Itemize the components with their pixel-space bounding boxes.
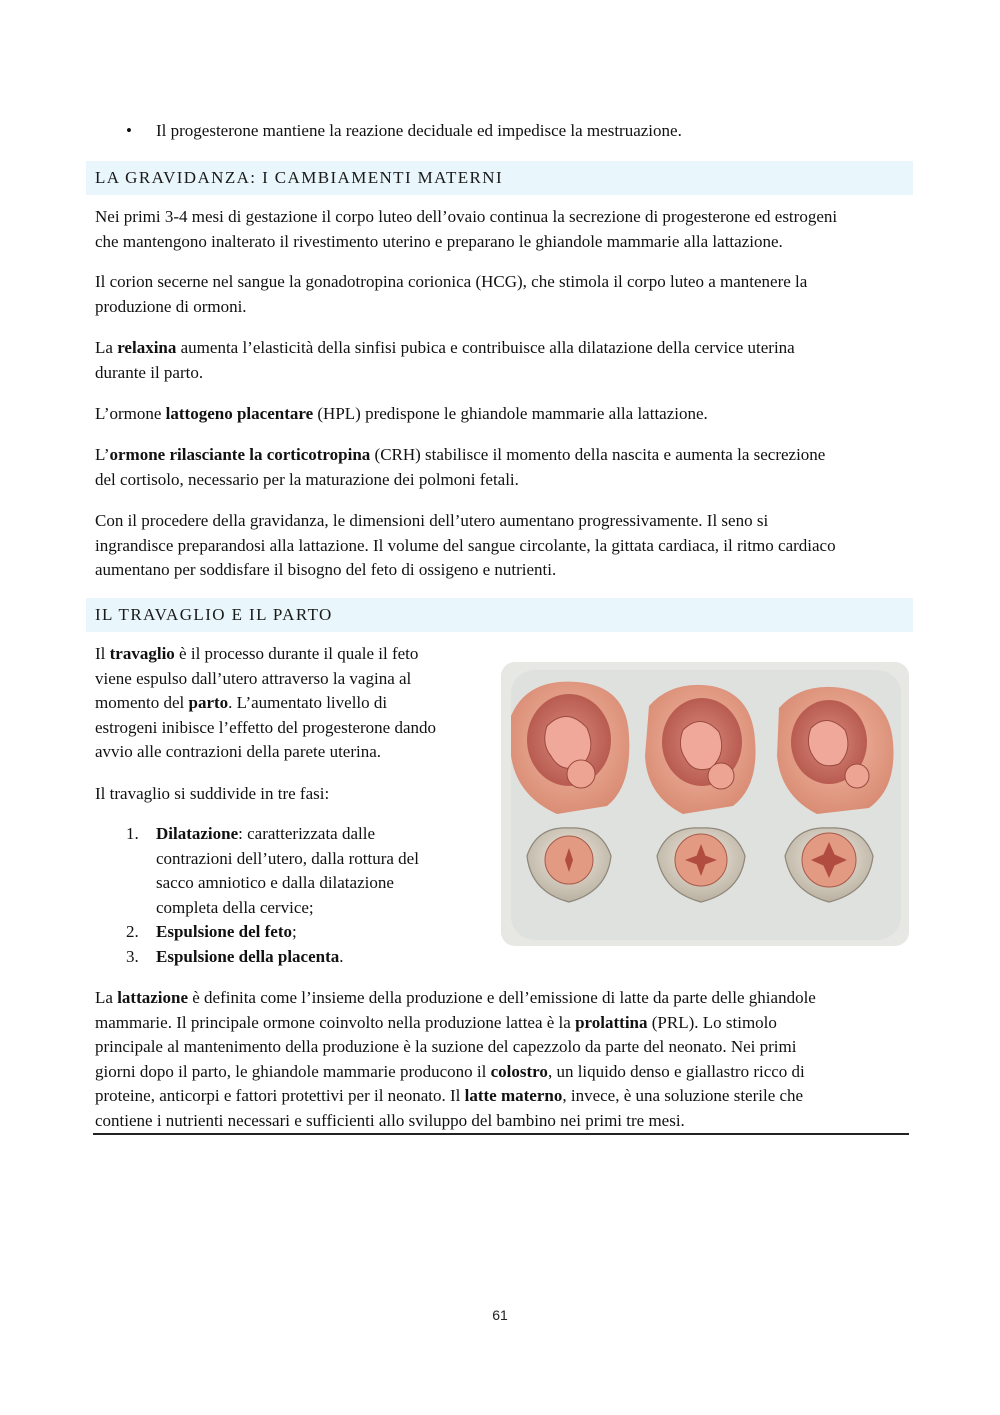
paragraph-lattazione: La lattazione è definita come l’insieme della produzione e dell’emissione di latte da parte delle ghiandole mammarie. Il principale ormone coinvolto nella produzione lattea è la prolattina (PRL). Lo stimolo principale al mantenimento della produzione è la suzione del capezzolo da parte del neonato. Nei primi giorni dopo il parto, le ghiandole mammarie producono il colostro, un liquido denso e giallastro ricco di proteine, anticorpi e fattori protettivi per il neonato. Il latte materno, invece, è una soluzione sterile che contiene i nutrienti necessari e sufficienti allo sviluppo del bambino nei primi tre mesi. xyxy=(95,988,816,1130)
page-number: 61 xyxy=(492,1307,508,1323)
term-lattogeno-placentare: lattogeno placentare xyxy=(165,404,314,423)
term-dilatazione: Dilatazione xyxy=(156,824,239,843)
section-heading-travaglio: IL TRAVAGLIO E IL PARTO xyxy=(86,598,913,632)
paragraph-corpo-luteo: Nei primi 3-4 mesi di gestazione il corpo luteo dell’ovaio continua la secrezione di progesterone ed estrogeni che mantengono inalterato il rivestimento uterino e preparano le ghiandole mammarie alla lattazione. xyxy=(95,207,838,251)
paragraph-relaxina: La relaxina aumenta l’elasticità della sinfisi pubica e contribuisce alla dilatazione della cervice uterina durante il parto. xyxy=(95,338,795,382)
term-latte-materno: latte materno xyxy=(464,1086,563,1105)
labor-stages-illustration xyxy=(497,656,912,950)
term-relaxina: relaxina xyxy=(117,338,177,357)
term-crh: ormone rilasciante la corticotropina xyxy=(109,445,371,464)
paragraph-fasi: Il travaglio si suddivide in tre fasi: xyxy=(95,784,330,803)
paragraph-corion: Il corion secerne nel sangue la gonadotropina corionica (HCG), che stimola il corpo luteo a mantenere la produzione di ormoni. xyxy=(95,272,808,316)
bullet-dot: • xyxy=(126,121,132,140)
term-colostro: colostro xyxy=(490,1061,548,1081)
section-heading-gravidanza: LA GRAVIDANZA: I CAMBIAMENTI MATERNI xyxy=(86,161,913,195)
term-espulsione-feto: Espulsione del feto xyxy=(156,922,293,941)
uterus-stage-3 xyxy=(777,687,894,814)
term-espulsione-placenta: Espulsione della placenta xyxy=(156,947,340,966)
bullet-text: Il progesterone mantiene la reazione deciduale ed impedisce la mestruazione. xyxy=(156,121,682,140)
uterus-stage-2 xyxy=(645,685,756,814)
term-travaglio: travaglio xyxy=(109,644,175,663)
paragraph-dimensioni-utero: Con il procedere della gravidanza, le dimensioni dell’utero aumentano progressivamente. Il seno si ingrandisce preparandosi alla lattazione. Il volume del sangue circolante, la gittata cardiaca, il ritmo cardiaco aumentano per soddisfare il bisogno del feto di ossigeno e nutrienti. xyxy=(95,511,836,579)
uterus-stage-1 xyxy=(511,682,629,814)
term-parto: parto xyxy=(188,693,229,712)
term-lattazione: lattazione xyxy=(117,988,189,1007)
paragraph-travaglio: Il travaglio è il processo durante il quale il feto viene espulso dall’utero attraverso la vagina al momento del parto. L’aumentato livello di estrogeni inibisce l’effetto del progesterone dando avvio alle contrazioni della parete uterina. xyxy=(95,644,436,761)
term-prolattina: prolattina xyxy=(575,1012,648,1032)
paragraph-hpl: L’ormone lattogeno placentare (HPL) predispone le ghiandole mammarie alla lattazione. xyxy=(95,404,708,423)
divider-rule xyxy=(93,1133,909,1135)
paragraph-crh: L’ormone rilasciante la corticotropina (CRH) stabilisce il momento della nascita e aumenta la secrezione del cortisolo, necessario per la maturazione dei polmoni fetali. xyxy=(95,445,826,489)
